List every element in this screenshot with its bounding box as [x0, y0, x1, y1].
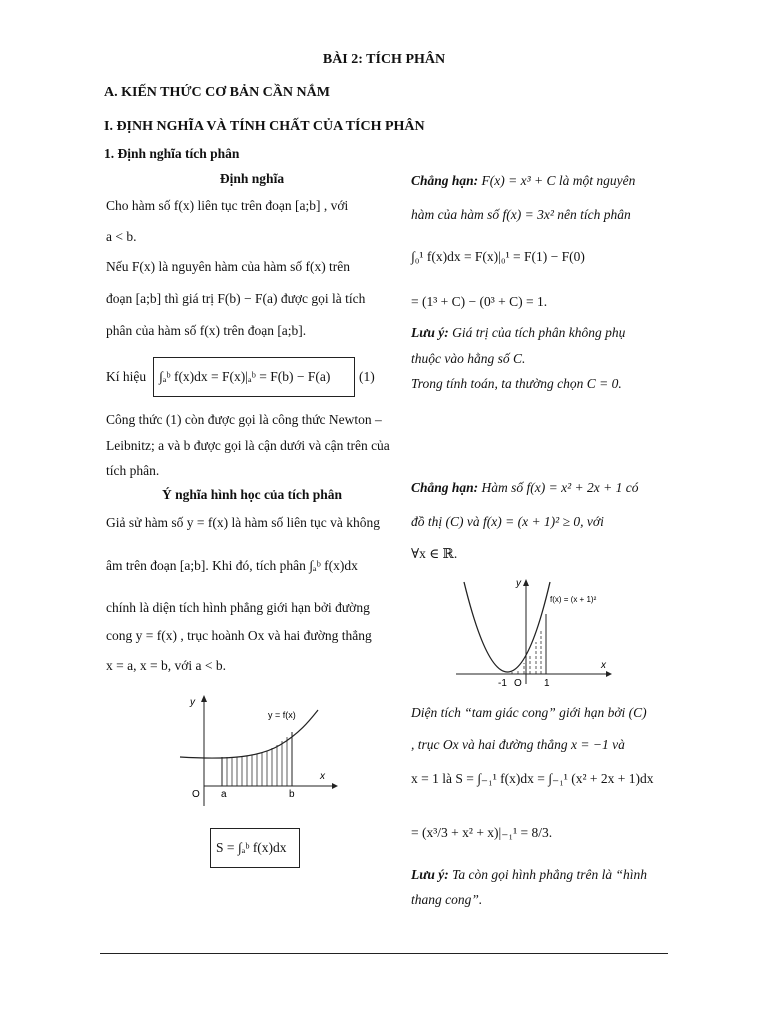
x-axis-label: x [601, 660, 606, 671]
example-1-line-3: ∫₀¹ f(x)dx = F(x)|₀¹ = F(1) − F(0) [411, 249, 585, 264]
parabola-area-hatching [512, 614, 546, 674]
area-line-2: , trục Ox và hai đường thẳng x = −1 và [411, 737, 625, 752]
function-label: y = f(x) [268, 710, 296, 720]
note-2-lead: Lưu ý: [411, 867, 449, 882]
example-1-text: F(x) = x³ + C là một nguyên [478, 173, 636, 188]
newton-leibniz-line-3: tích phân. [106, 463, 160, 478]
formula-number: (1) [359, 369, 375, 384]
definition-line-4: đoạn [a;b] thì giá trị F(b) − F(a) được gọi là tích [106, 291, 366, 306]
example-2-line-1 [411, 480, 639, 496]
area-line-1: Diện tích “tam giác cong” giới hạn bởi (C) [411, 705, 647, 720]
x-axis-arrow [332, 783, 338, 789]
geometric-line-3: chính là diện tích hình phẳng giới hạn bởi đường [106, 600, 370, 615]
geometric-line-2: âm trên đoạn [a;b]. Khi đó, tích phân ∫ₐᵇ f(x)dx [106, 558, 358, 573]
section-i-heading: I. ĐỊNH NGHĨA VÀ TÍNH CHẤT CỦA TÍCH PHÂN [104, 119, 425, 134]
minus-one-label: -1 [498, 678, 507, 689]
example-2-lead: Chẳng hạn: [411, 480, 479, 495]
geometric-line-5: x = a, x = b, với a < b. [106, 658, 226, 673]
subsection-1-heading: 1. Định nghĩa tích phân [104, 146, 240, 161]
y-axis-arrow [201, 695, 207, 702]
kihieu-label: Kí hiệu [106, 369, 147, 384]
example-1-line-4: = (1³ + C) − (0³ + C) = 1. [411, 294, 548, 309]
definition-line-1: Cho hàm số f(x) liên tục trên đoạn [a;b] , với [106, 198, 349, 213]
newton-leibniz-formula: ∫ₐᵇ f(x)dx = F(x)|ₐᵇ = F(b) − F(a) [153, 357, 355, 397]
example-1-line-2: hàm của hàm số f(x) = 3x² nên tích phân [411, 207, 631, 222]
parabola-graph [450, 572, 620, 692]
geometric-line-4: cong y = f(x) , trục hoành Ox và hai đường thẳng [106, 628, 372, 643]
y-axis-label: y [516, 578, 521, 589]
page-title: BÀI 2: TÍCH PHÂN [322, 52, 446, 67]
parabola-function-label: f(x) = (x + 1)² [550, 595, 597, 604]
x-axis-label: x [320, 771, 325, 782]
definition-title: Định nghĩa [219, 171, 285, 186]
newton-leibniz-line-1: Công thức (1) còn được gọi là công thức Newton – [106, 412, 382, 427]
footer-divider [100, 953, 668, 954]
example-1-line-1 [411, 173, 635, 189]
note-1-line-3: Trong tính toán, ta thường chọn C = 0. [411, 376, 622, 391]
area-line-3: x = 1 là S = ∫₋₁¹ f(x)dx = ∫₋₁¹ (x² + 2x + 1)dx [411, 771, 654, 786]
b-label: b [289, 789, 295, 800]
note-1-line-2: thuộc vào hằng số C. [411, 351, 526, 366]
origin-label: O [514, 678, 522, 689]
area-under-curve-graph [170, 690, 340, 810]
example-2-text: Hàm số f(x) = x² + 2x + 1 có [478, 480, 639, 495]
note-1-lead: Lưu ý: [411, 325, 449, 340]
definition-line-3: Nếu F(x) là nguyên hàm của hàm số f(x) trên [106, 259, 351, 274]
note-1-text: Giá trị của tích phân không phụ [448, 325, 626, 340]
area-line-4: = (x³/3 + x² + x)|₋₁¹ = 8/3. [411, 825, 553, 840]
geometric-meaning-title: Ý nghĩa hình học của tích phân [161, 487, 343, 502]
a-label: a [221, 789, 227, 800]
note-1-line-1 [411, 325, 625, 341]
area-formula-box: S = ∫ₐᵇ f(x)dx [210, 828, 300, 868]
note-2-line-2: thang cong”. [411, 892, 483, 907]
function-curve [180, 710, 318, 758]
y-axis-label: y [190, 697, 195, 708]
section-a-heading: A. KIẾN THỨC CƠ BẢN CẦN NẮM [104, 85, 330, 100]
definition-line-2: a < b. [106, 229, 137, 244]
parabola-curve [464, 582, 550, 672]
geometric-line-1: Giả sử hàm số y = f(x) là hàm số liên tục và không [106, 515, 381, 530]
y-axis-arrow [523, 579, 529, 586]
definition-line-5: phân của hàm số f(x) trên đoạn [a;b]. [106, 323, 307, 338]
note-2-line-1 [411, 867, 647, 883]
example-1-lead: Chẳng hạn: [411, 173, 479, 188]
note-2-text: Ta còn gọi hình phẳng trên là “hình [448, 867, 647, 882]
newton-leibniz-line-2: Leibnitz; a và b được gọi là cận dưới và cận trên của [106, 438, 390, 453]
area-hatching [222, 732, 292, 786]
x-axis-arrow [606, 671, 612, 677]
example-2-line-2: đồ thị (C) và f(x) = (x + 1)² ≥ 0, với [411, 514, 604, 529]
origin-label: O [192, 789, 200, 800]
one-label: 1 [544, 678, 550, 689]
example-2-line-3: ∀x ∈ ℝ. [411, 546, 458, 561]
